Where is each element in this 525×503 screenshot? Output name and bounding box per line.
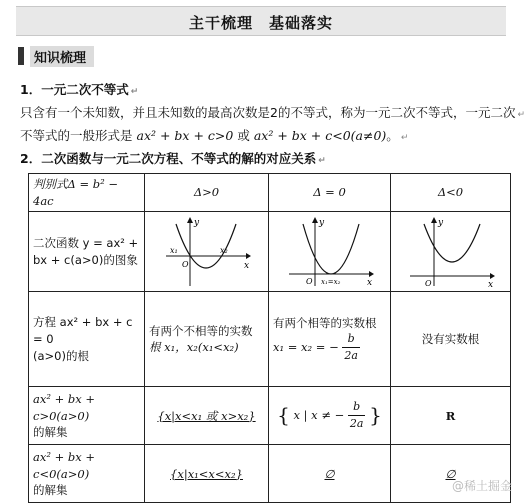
lt-lt0-answer: ∅ xyxy=(445,466,456,481)
lt-gt0-answer: {x|x₁<x<x₂} xyxy=(170,466,243,481)
x2-label: x₂ xyxy=(219,245,228,255)
gt-gt0-answer: {x|x<x₁ 或 x>x₂} xyxy=(157,408,256,423)
right-brace-icon: } xyxy=(369,403,382,428)
x-axis-arrow-icon xyxy=(490,273,495,279)
page-title: 主干梳理 基础落实 xyxy=(188,14,333,32)
y-label: y xyxy=(437,217,443,228)
table-header-row xyxy=(29,174,511,212)
x-label: x xyxy=(243,260,249,271)
period: 。 xyxy=(386,128,399,143)
roots-row-label xyxy=(29,292,145,387)
roots-label-line2: (a>0)的根 xyxy=(33,348,89,363)
inequality-gt: ax² + bx + c>0 xyxy=(136,128,234,143)
fraction-denominator: 2a xyxy=(349,417,364,431)
lt-eq0-answer: ∅ xyxy=(324,466,335,481)
parabola-no-root-graph xyxy=(406,216,496,288)
section-label: 知识梳理 xyxy=(30,46,94,67)
x-label: x xyxy=(366,277,372,288)
item1-title xyxy=(20,80,138,98)
table-row-gt-solution xyxy=(29,387,511,445)
gt-gt0-cell xyxy=(145,387,269,445)
origin-label: O xyxy=(424,278,432,288)
or-word: 或 xyxy=(237,128,250,143)
return-mark-icon: ↵ xyxy=(400,133,409,143)
fraction-numerator: b xyxy=(342,331,360,348)
item1-line1-text: 只含有一个未知数，并且未知数的最高次数是2的不等式，称为一元二次不等式，一元二次 xyxy=(20,105,516,120)
return-mark-icon: ↵ xyxy=(130,87,139,97)
table-row-roots xyxy=(29,292,511,387)
roots-gt0-line1: 有两个不相等的实数 xyxy=(149,323,253,338)
lt-row-label xyxy=(29,445,145,503)
gt-lt0-answer: R xyxy=(445,408,456,423)
gt-label-line1: ax² + bx + c>0(a>0) xyxy=(33,391,96,423)
x-label: x xyxy=(487,279,493,290)
gt-row-label xyxy=(29,387,145,445)
header-eq0 xyxy=(269,174,391,212)
x-axis-arrow-icon xyxy=(246,253,251,259)
return-mark-icon: ↵ xyxy=(318,156,326,166)
y-axis-arrow-icon xyxy=(431,217,437,223)
lt-label-line1: ax² + bx + c<0(a>0) xyxy=(33,449,96,481)
header-bar xyxy=(16,6,506,36)
roots-gt0-line2: 根 x₁，x₂(x₁<x₂) xyxy=(149,340,239,355)
relation-table xyxy=(28,173,511,503)
inequality-lt: ax² + bx + c<0(a≠0) xyxy=(253,128,387,143)
parabola-two-roots-graph xyxy=(162,216,252,288)
gt-eq0-left: x | x ≠ − xyxy=(293,408,345,423)
graph-label-line2: bx + c(a>0)的图象 xyxy=(33,252,138,267)
roots-eq0-line1: 有两个相等的实数根 xyxy=(273,315,377,330)
lt-eq0-cell xyxy=(269,445,391,503)
gt-label-line2: 的解集 xyxy=(33,425,68,440)
parabola-one-root-graph xyxy=(285,216,375,288)
roots-lt0-text: 没有实数根 xyxy=(421,332,480,346)
origin-label: O xyxy=(305,276,313,286)
header-discriminant-text: 判别式Δ = b² − 4ac xyxy=(33,177,119,208)
header-discriminant xyxy=(29,174,145,212)
parabola-curve xyxy=(303,224,359,274)
header-eq0-text: Δ = 0 xyxy=(313,185,346,200)
item2-title-text: 2．二次函数与一元二次方程、不等式的解的对应关系 xyxy=(20,151,317,166)
gt-eq0-cell xyxy=(269,387,391,445)
fraction-b-over-2a xyxy=(342,331,360,364)
y-label: y xyxy=(193,217,199,228)
watermark: @稀土掘金 xyxy=(451,479,512,493)
header-lt0-text: Δ<0 xyxy=(437,185,464,200)
fraction-b-over-2a xyxy=(348,399,366,432)
item1-line1 xyxy=(20,103,525,121)
lt-lt0-cell xyxy=(391,445,511,503)
header-gt0-text: Δ>0 xyxy=(193,185,220,200)
section-mark-icon xyxy=(18,47,24,65)
roots-eq0-formula-left: x₁ = x₂ = − xyxy=(273,340,339,355)
gt-lt0-cell xyxy=(391,387,511,445)
y-axis-arrow-icon xyxy=(187,217,193,223)
left-brace-icon: { xyxy=(277,403,290,428)
x-axis-arrow-icon xyxy=(369,271,374,277)
graph-eq0-cell xyxy=(269,212,391,292)
lt-label-line2: 的解集 xyxy=(33,483,68,498)
table-row-lt-solution xyxy=(29,445,511,503)
y-axis-arrow-icon xyxy=(312,217,318,223)
origin-label: O xyxy=(181,259,189,269)
double-root-label: x₁=x₂ xyxy=(320,277,340,286)
y-label: y xyxy=(318,217,324,228)
graph-gt0-cell xyxy=(145,212,269,292)
item2-title xyxy=(20,149,326,167)
fraction-denominator: 2a xyxy=(344,349,358,363)
table-row-graph xyxy=(29,212,511,292)
lt-gt0-cell xyxy=(145,445,269,503)
graph-label-line1: 二次函数 y = ax² + xyxy=(33,236,139,251)
roots-lt0-cell xyxy=(391,292,511,387)
graph-row-label xyxy=(29,212,145,292)
fraction-numerator: b xyxy=(348,399,366,416)
item1-title-text: 1．一元二次不等式 xyxy=(20,82,129,97)
item1-line2-text: 不等式的一般形式是 xyxy=(20,128,133,143)
x1-label: x₁ xyxy=(169,245,178,255)
return-mark-icon: ↵ xyxy=(517,110,525,120)
roots-gt0-cell xyxy=(145,292,269,387)
section-tag xyxy=(18,46,128,66)
graph-lt0-cell xyxy=(391,212,511,292)
header-lt0 xyxy=(391,174,511,212)
item1-line2 xyxy=(20,126,408,144)
header-gt0 xyxy=(145,174,269,212)
roots-eq0-formula xyxy=(273,331,386,364)
roots-label-line1: 方程 ax² + bx + c = 0 xyxy=(33,315,133,346)
parabola-curve xyxy=(424,224,480,262)
roots-eq0-cell xyxy=(269,292,391,387)
